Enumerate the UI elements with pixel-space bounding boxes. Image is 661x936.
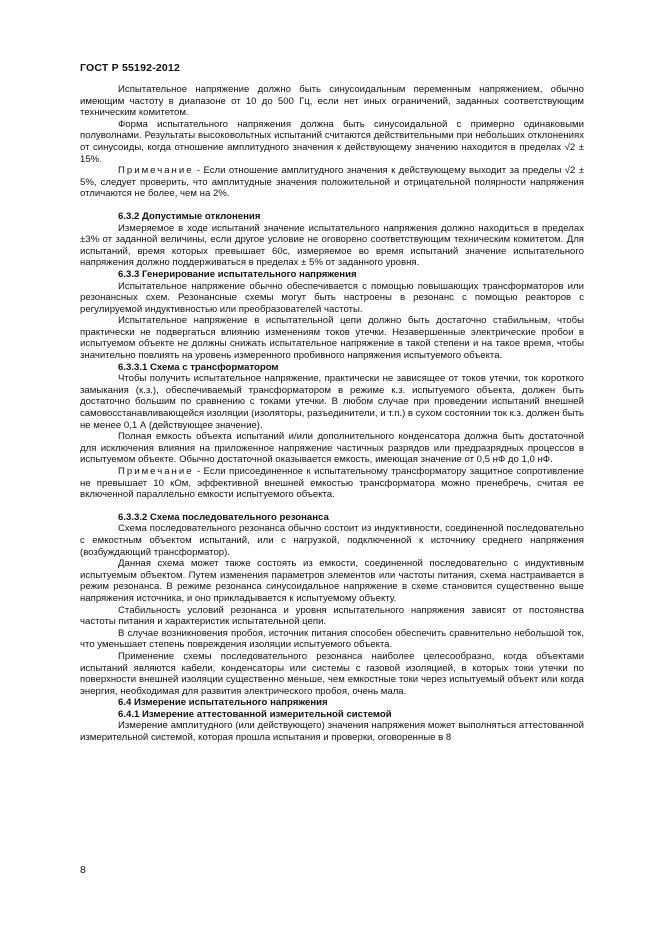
page-number: 8	[80, 864, 86, 876]
note-label: Примечание	[118, 466, 194, 477]
paragraph: Измерение амплитудного (или действующего) значения напряжения может выполняться аттестованной измерительной системой, которая прошла испытания и проверки, оговоренные в 8	[80, 720, 584, 744]
paragraph: Схема последовательного резонанса обычно состоит из индуктивности, соединенной последовательно с емкостным объектом испытаний, или с нагрузкой, подключенной к источнику среднего напряжения (возбуждающий трансформатор).	[80, 523, 584, 558]
paragraph: Применение схемы последовательного резонанса наиболее целесообразно, когда объектами испытаний являются кабели, конденсаторы или системы с газовой изоляцией, в которых токи утечки по поверхности внешней изоляции существенно меньше, чем емкостные токи через испытуемый объект или когда энергия, необходимая для развития электрического пробоя, очень мала.	[80, 650, 584, 697]
section-heading: 6.3.3 Генерирование испытательного напряжения	[118, 268, 357, 280]
note	[80, 165, 584, 200]
paragraph: Чтобы получить испытательное напряжение, практически не зависящее от токов утечки, ток короткого замыкания (к.з.), обеспечиваемый трансформатором в режиме к.з. испытуемого объекта, должен быть достаточно большим по сравнению с токами утечки. В любом случае при проведении испытаний внешней самовосстанавливающейся изоляции (изоляторы, разъединители, и т.п.) в сухом состоянии ток к.з. должен быть не менее 0,1 А (действующее значение).	[80, 373, 585, 431]
paragraph: Полная емкость объекта испытаний и/или дополнительного конденсатора должна быть достаточной для исключения влияния на приложенное напряжение частичных разрядов или предразрядных процессов в испытуемом объекте. Обычно достаточной оказывается емкость, имеющая значение от 0,5 нФ до 1,0 нФ.	[80, 431, 584, 466]
paragraph: Измеряемое в ходе испытаний значение испытательного напряжения должно находиться в пределах ±3% от заданной величины, если другое условие не оговорено соответствующим техническим комитетом. Для испытаний, время которых превышает 60с, измеряемое во время испытаний значение испытательного напряжения должно поддерживаться в пределах ± 5% от заданного уровня.	[80, 222, 584, 269]
note-label: Примечание	[118, 165, 194, 177]
section-heading: 6.3.2 Допустимые отклонения	[118, 210, 261, 222]
section-heading: 6.3.3.1 Схема с трансформатором	[118, 361, 279, 373]
section-heading: 6.3.3.2 Схема последовательного резонанса	[118, 511, 329, 523]
note	[80, 466, 584, 501]
section-heading: 6.4 Измерение испытательного напряжения	[118, 697, 328, 709]
paragraph: Испытательное напряжение в испытательной цепи должно быть достаточно стабильным, чтобы практически не подвергаться влиянию изменениям токов утечки. Незавершенные электрические пробои в испытуемом объекте не должны снижать испытательное напряжение в такой степени и на такое время, чтобы значительно повлиять на уровень измеренного пробивного напряжения испытуемого объекта.	[80, 315, 584, 362]
section-heading: 6.4.1 Измерение аттестованной измерительной системой	[118, 708, 392, 720]
note-text: - Если присоединенное к испытательному трансформатору защитное сопротивление не превышает 10 кОм, эффективной внешней емкостью трансформатора можно пренебречь, считая ее включенной параллельно емкости испытуемого объекта.	[80, 466, 584, 501]
document-header: ГОСТ Р 55192-2012	[80, 62, 181, 74]
document-body	[80, 84, 584, 744]
paragraph: Форма испытательного напряжения должна быть синусоидальной с примерно одинаковыми полуволнами. Результаты высоковольтных испытаний считаются действительными при небольших отклонениях от синусоиды, когда отношение амплитудного значения к действующему значению находится в пределах √2 ± 15%.	[80, 118, 584, 165]
paragraph: Стабильность условий резонанса и уровня испытательного напряжения зависят от постоянства частоты питания и характеристик испытательной цепи.	[80, 604, 584, 628]
note-text: - Если отношение амплитудного значения к действующему выходит за пределы √2 ± 5%, следует проверить, что амплитудные значения положительной и отрицательной полярности напряжения отличаются не более, чем на 2%.	[80, 165, 584, 200]
paragraph: Испытательное напряжение должно быть синусоидальным переменным напряжением, обычно имеющим частоту в диапазоне от 10 до 500 Гц, если нет иных ограничений, заданных соответствующим техническим комитетом.	[80, 84, 584, 119]
paragraph: Испытательное напряжение обычно обеспечивается с помощью повышающих трансформаторов или резонансных схем. Резонансные схемы могут быть настроены в резонанс с помощью реакторов с регулируемой индуктивностью или преобразователей частоты.	[80, 280, 584, 315]
paragraph: Данная схема может также состоять из емкости, соединенной последовательно с индуктивным испытуемым объектом. Путем изменения параметров элементов или частоты питания, схема настраивается в режим резонанса. В режиме резонанса синусоидальное напряжение в схеме становится существенно выше напряжения источника, и оно прикладывается к испытуемому объекту.	[80, 558, 584, 604]
paragraph: В случае возникновения пробоя, источник питания способен обеспечить сравнительно небольшой ток, что уменьшает степень повреждения изоляции испытуемого объекта.	[80, 627, 584, 651]
